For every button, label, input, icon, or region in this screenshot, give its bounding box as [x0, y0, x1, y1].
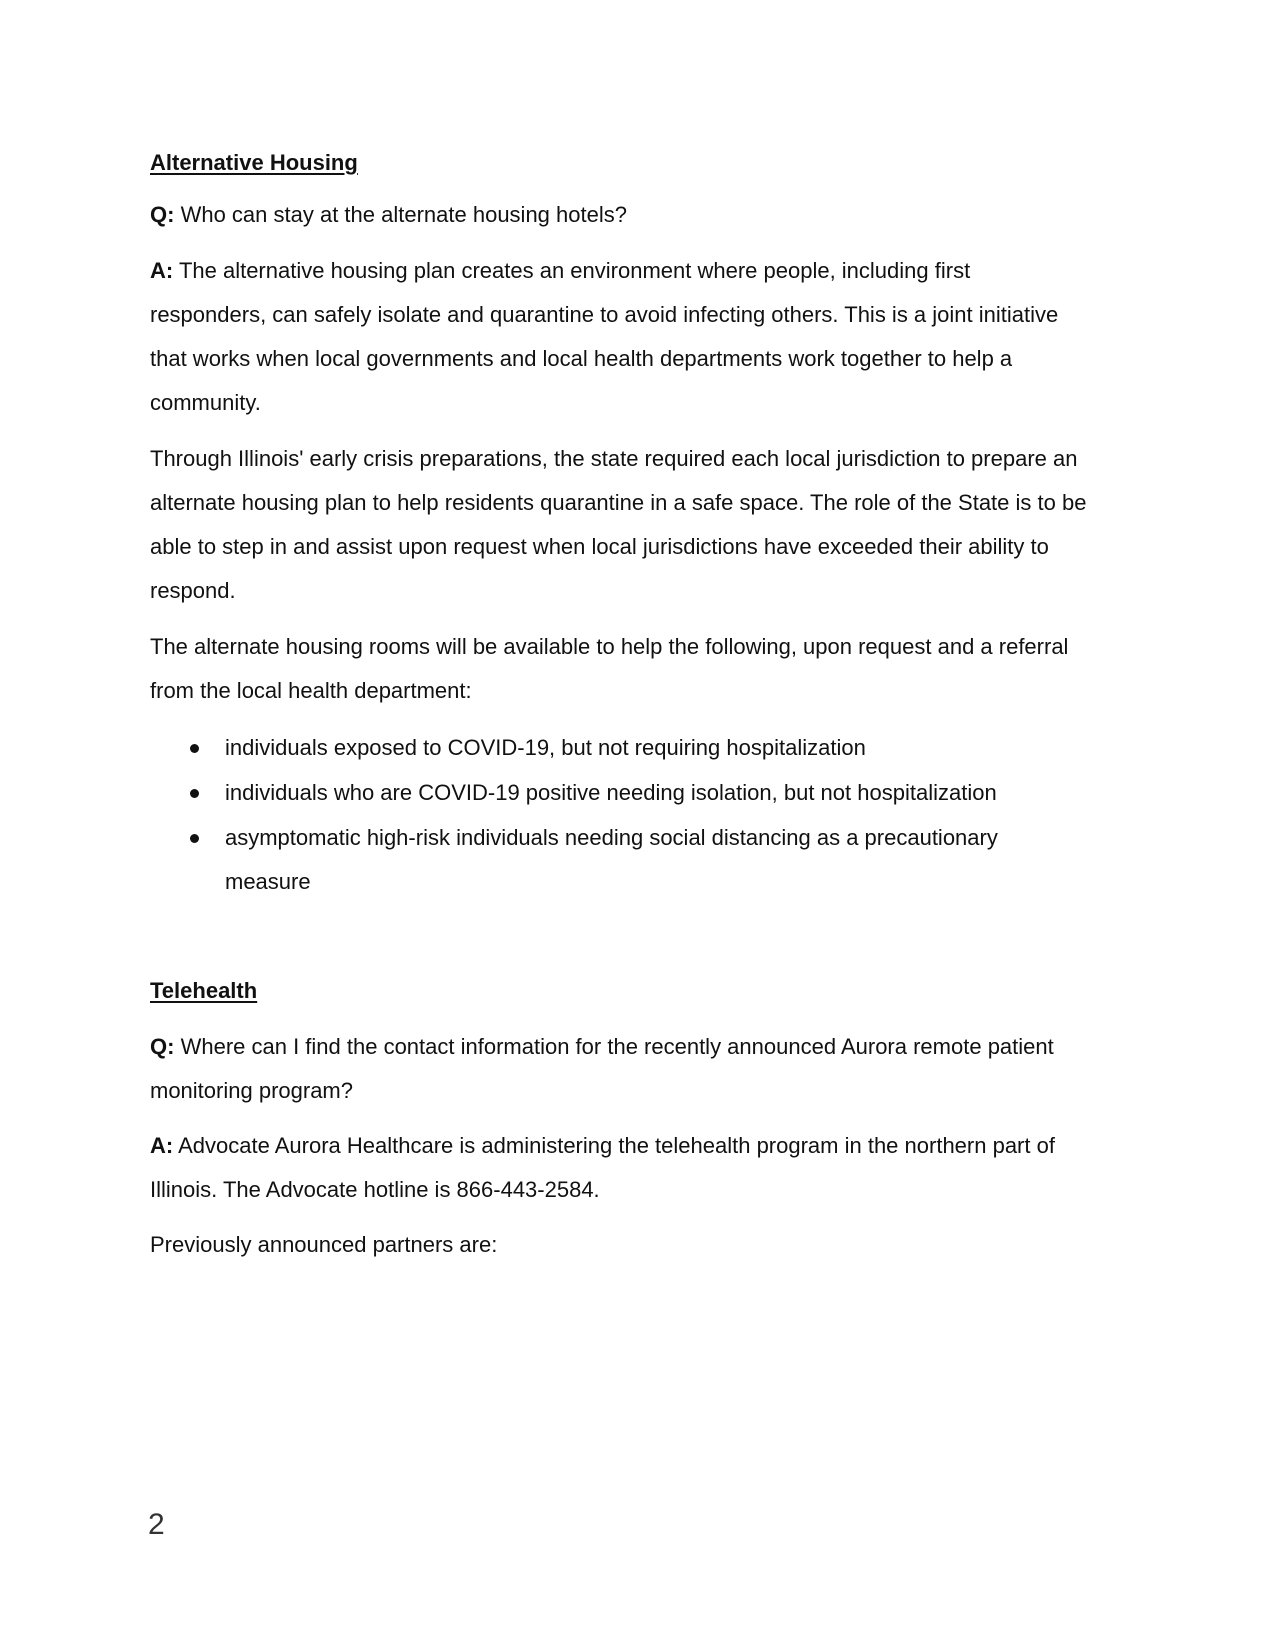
paragraph-line: from the local health department: [150, 678, 472, 703]
question-alternative-housing [150, 202, 627, 228]
answer-line: community. [150, 390, 261, 415]
section-heading-telehealth: Telehealth [150, 978, 258, 1003]
question-line: monitoring program? [150, 1078, 353, 1103]
paragraph-line: able to step in and assist upon request when local jurisdictions have exceeded their ability to [150, 534, 1049, 559]
answer-label: A: [150, 1133, 174, 1158]
answer-line: A: The alternative housing plan creates an environment where people, including first [150, 258, 971, 283]
answer-telehealth: A: Advocate Aurora Healthcare is administering the telehealth program in the northern part of [150, 1133, 1055, 1158]
answer-line: responders, can safely isolate and quarantine to avoid infecting others. This is a joint initiative [150, 302, 1059, 327]
partners-intro: Previously announced partners are: [150, 1232, 498, 1257]
question-label: Q: [150, 202, 175, 227]
question-telehealth: Q: Where can I find the contact information for the recently announced Aurora remote patient [150, 1034, 1054, 1059]
question-text: Who can stay at the alternate housing hotels? [180, 202, 627, 227]
paragraph-line: alternate housing plan to help residents quarantine in a safe space. The role of the State is to be [150, 490, 1087, 515]
bullet-icon [190, 789, 199, 798]
section-heading-alternative-housing: Alternative Housing [150, 150, 358, 175]
bullet-icon [190, 744, 199, 753]
question-label: Q: [150, 1034, 175, 1059]
answer-label: A: [150, 258, 174, 283]
paragraph-line: Through Illinois' early crisis preparations, the state required each local jurisdiction to prepare an [150, 446, 1078, 471]
paragraph-line: respond. [150, 578, 236, 603]
answer-line: that works when local governments and local health departments work together to help a [150, 346, 1013, 371]
page-number: 2 [148, 1508, 165, 1541]
answer-line: Illinois. The Advocate hotline is 866-443-2584. [150, 1177, 600, 1202]
document-page: Alternative Housing Q: Who can stay at the alternate housing hotels? A: The alternative housing plan creates an environment where people, including first responders, can safely isolate and quarantine to avoid infecting others. This is a joint initiative that works when local governments and local health departments work together to help a community. Through Illinois' early crisis preparations, the state required each local jurisdiction to prepare an alternate housing plan to help residents quarantine in a safe space. The role of the State is to be able to step in and assist upon request when local jurisdictions have exceeded their ability to respond. The alternate housing rooms will be available to help the following, upon request and a referral from the local health department: individuals exposed to COVID-19, but not requiring hospitalization individuals who are COVID-19 positive needing isolation, but not hospitalization asymptomatic high-risk individuals needing social distancing as a precautionary measure Telehealth Q: Where can I find the contact information for the recently announced Aurora remote patient monitoring program? A: Advocate Aurora Healthcare is administering the telehealth program in the northern part of Illinois. The Advocate hotline is 866-443-2584. Previously announced partners are: 2 [0, 0, 1275, 1650]
paragraph-line: The alternate housing rooms will be available to help the following, upon request and a referral [150, 634, 1069, 659]
bullet-icon [190, 834, 199, 843]
